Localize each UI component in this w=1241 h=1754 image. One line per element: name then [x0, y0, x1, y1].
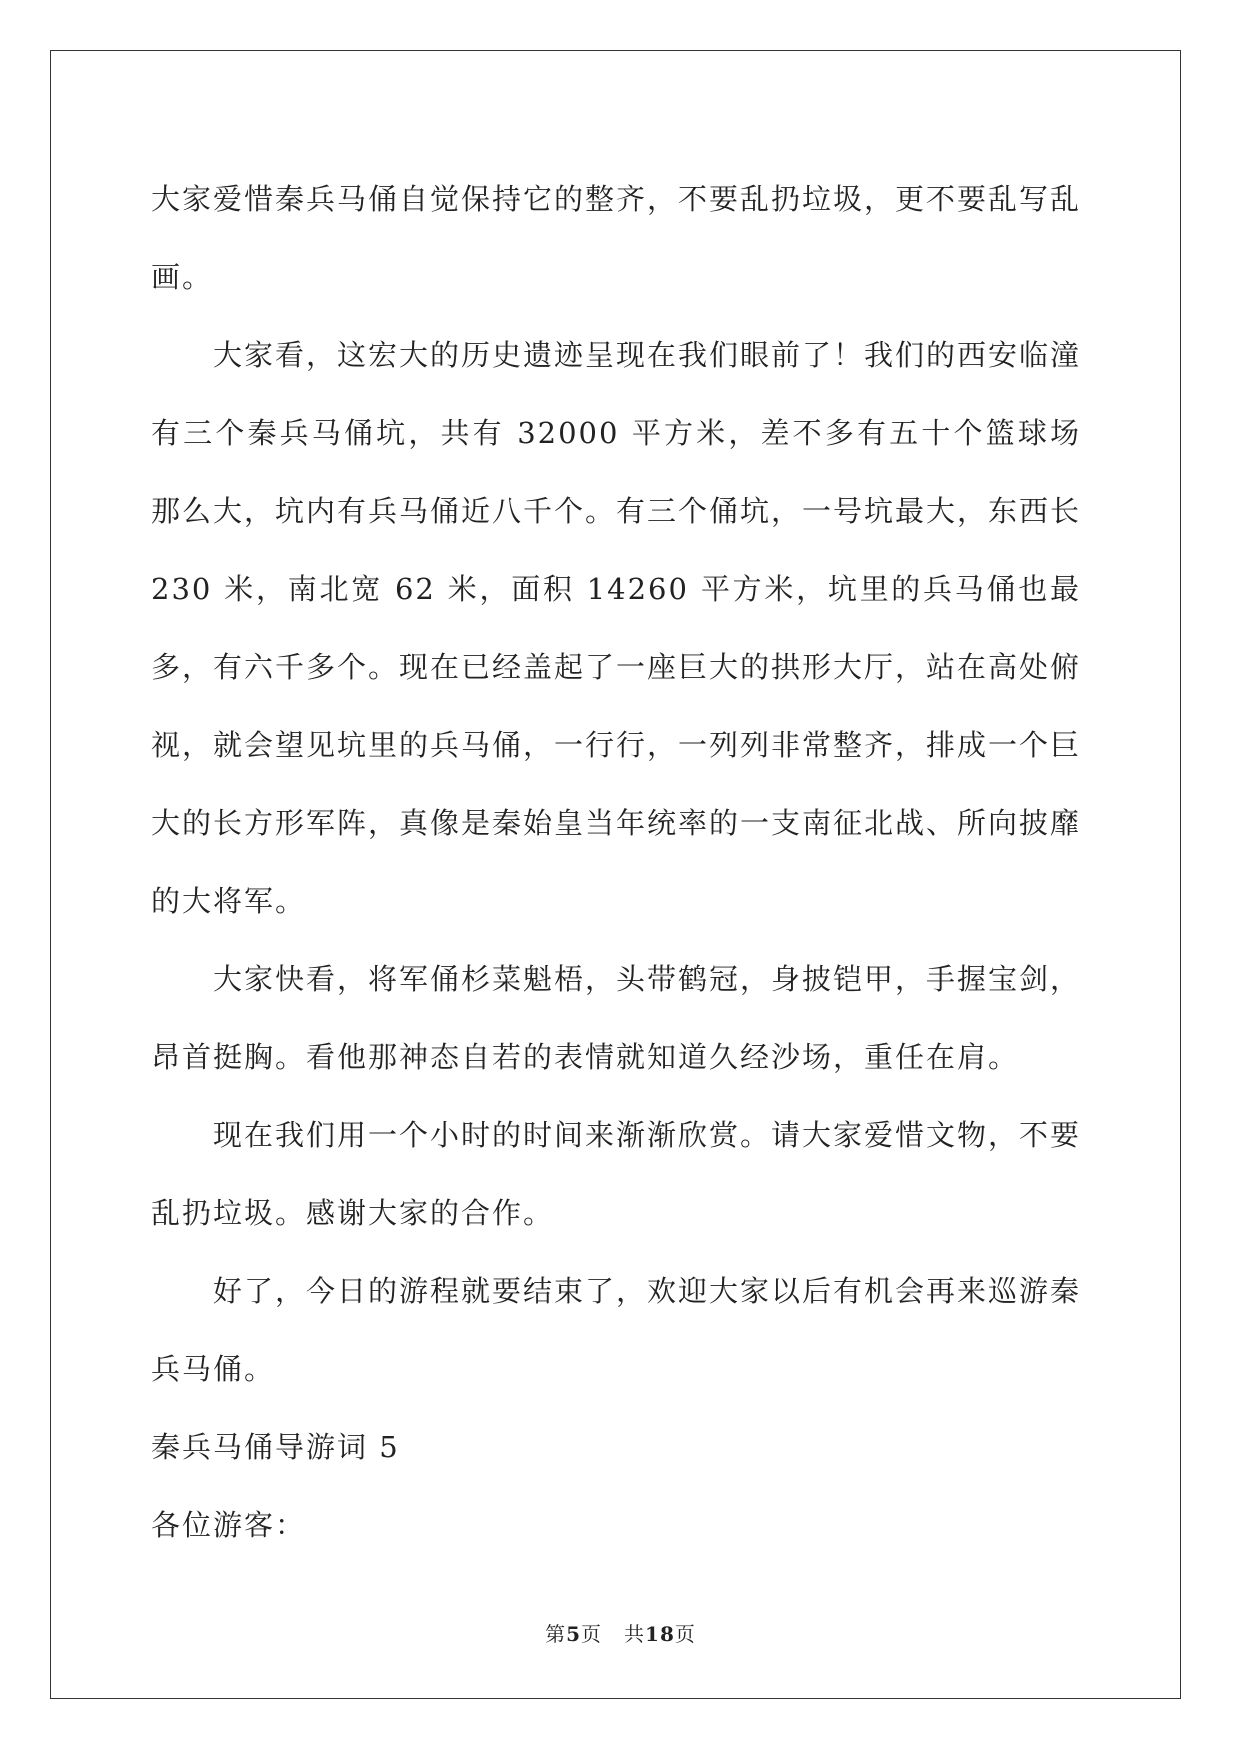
total-prefix: 共 [624, 1622, 646, 1646]
page-suffix: 页 [581, 1622, 603, 1646]
paragraph-2: 大家看，这宏大的历史遗迹呈现在我们眼前了！我们的西安临潼有三个秦兵马俑坑，共有 32000 平方米，差不多有五十个篮球场那么大，坑内有兵马俑近八千个。有三个俑坑，一号坑最大，东西长 230 米，南北宽 62 米，面积 14260 平方米，坑里的兵马俑也最多，有六千多个。现在已经盖起了一座巨大的拱形大厅，站在高处俯视，就会望见坑里的兵马俑，一行行，一列列非常整齐，排成一个巨大的长方形军阵，真像是秦始皇当年统率的一支南征北战、所向披靡的大将军。 [151, 338, 1082, 918]
paragraph-3: 大家快看，将军俑杉菜魁梧，头带鹤冠，身披铠甲，手握宝剑，昂首挺胸。看他那神态自若的表情就知道久经沙场，重任在肩。 [151, 962, 1082, 1074]
document-body [151, 160, 1081, 1564]
page-footer [0, 1618, 1241, 1647]
page-prefix: 第 [545, 1622, 567, 1646]
paragraph-4: 现在我们用一个小时的时间来渐渐欣赏。请大家爱惜文物，不要乱扔垃圾。感谢大家的合作。 [151, 1118, 1082, 1230]
section-heading: 秦兵马俑导游词 5 [151, 1430, 400, 1464]
total-suffix: 页 [674, 1622, 696, 1646]
paragraph-1: 大家爱惜秦兵马俑自觉保持它的整齐，不要乱扔垃圾，更不要乱写乱画。 [151, 182, 1082, 294]
total-pages: 18 [645, 1622, 675, 1646]
salutation: 各位游客： [151, 1508, 307, 1542]
paragraph-5: 好了，今日的游程就要结束了，欢迎大家以后有机会再来巡游秦兵马俑。 [151, 1274, 1082, 1386]
page-number: 5 [566, 1622, 582, 1646]
